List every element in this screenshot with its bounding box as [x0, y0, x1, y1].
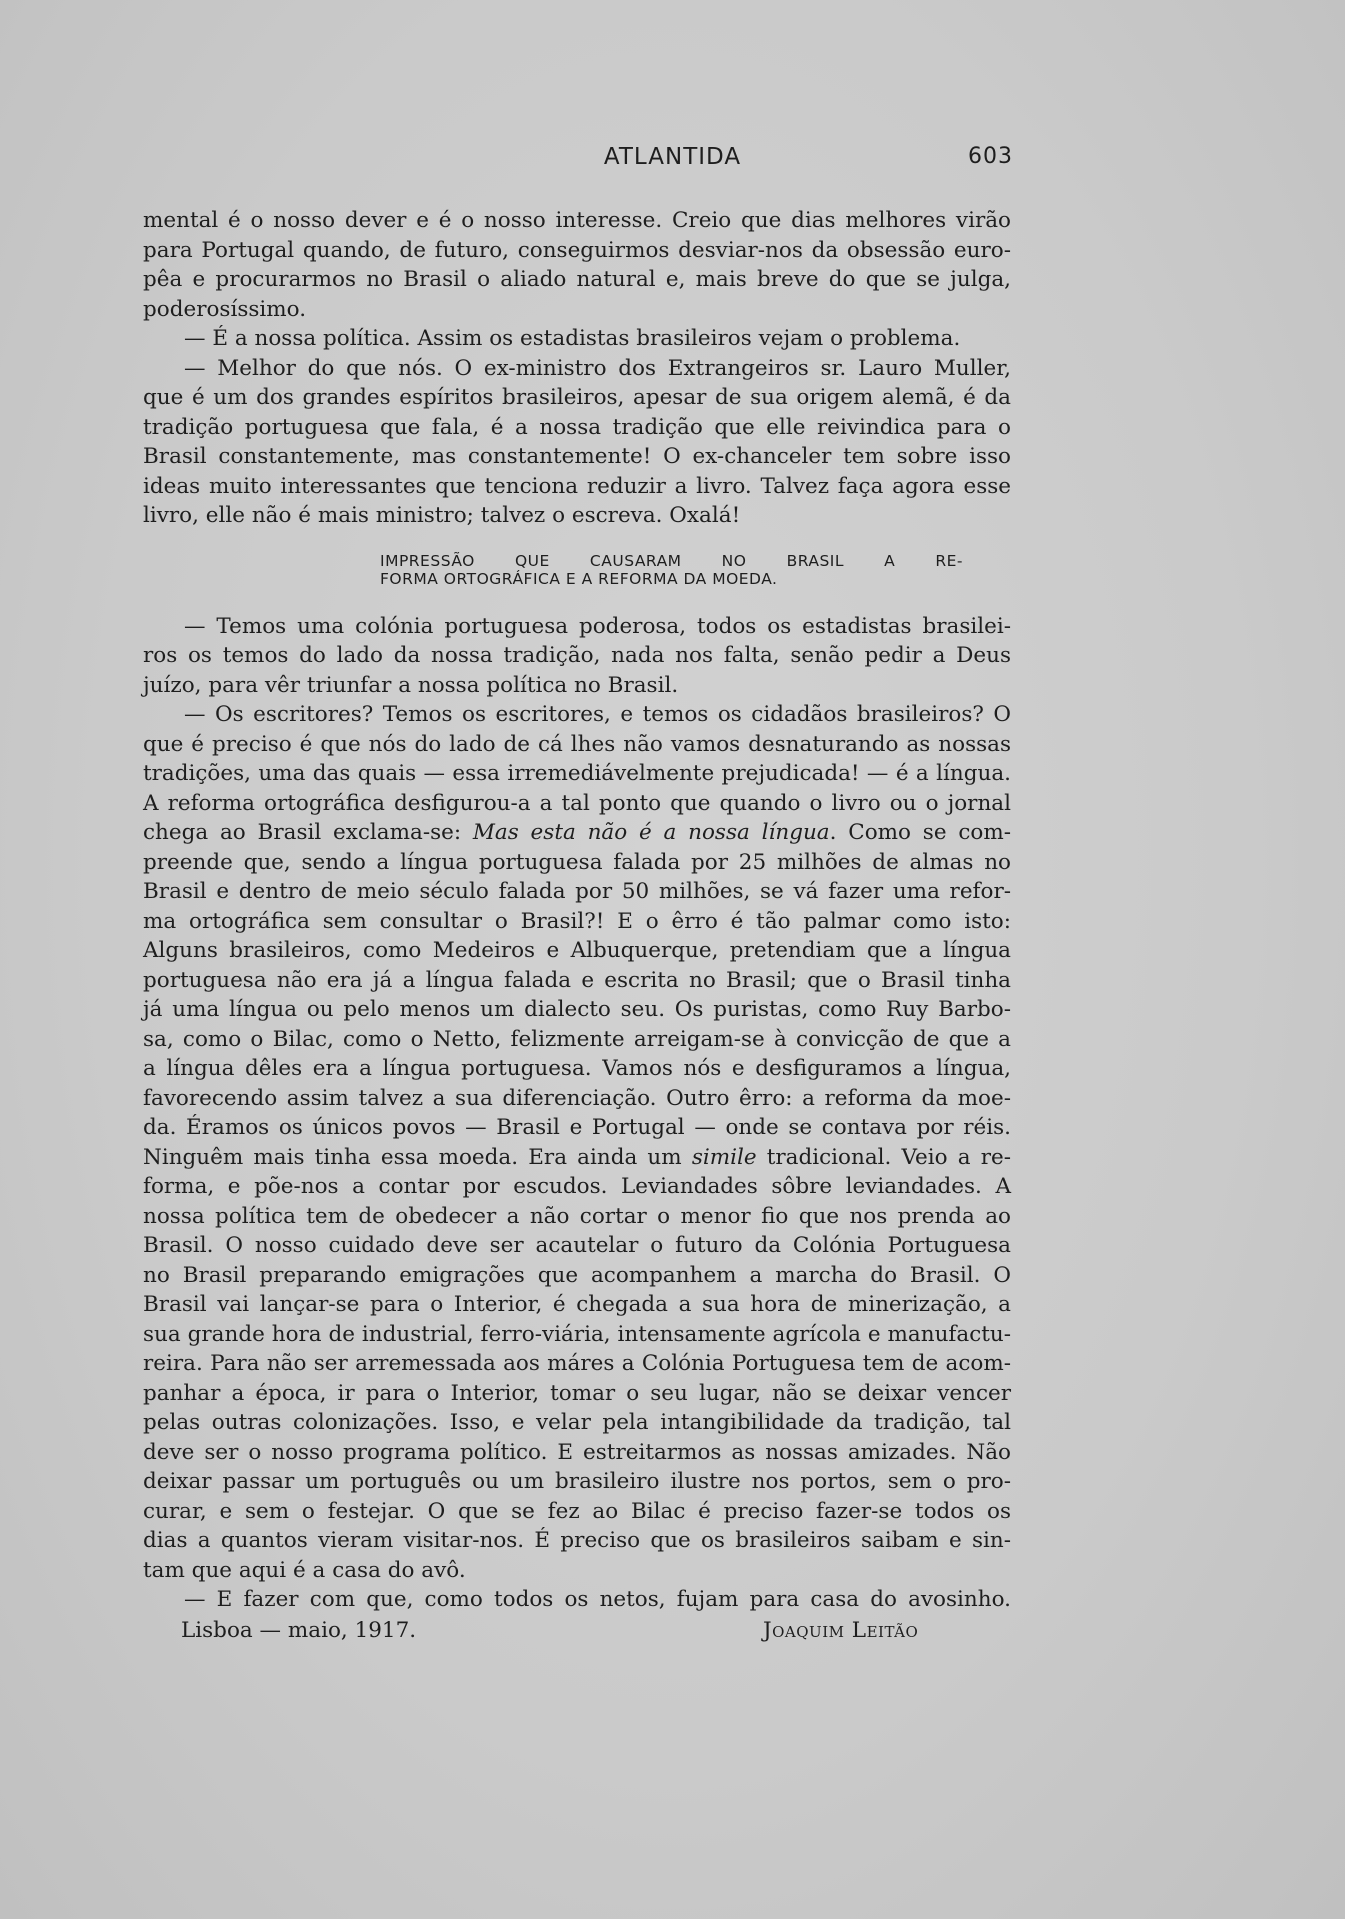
italic-quote: Mas esta não é a nossa língua [472, 820, 830, 845]
text-line: — Melhor do que nós. O ex-ministro dos Extrangeiros sr. Lauro Muller, [184, 355, 1011, 381]
heading-line: IMPRESSÃO QUE CAUSARAM NO BRASIL A RE- [380, 551, 963, 570]
text-line: no Brasil preparando emigrações que acompanhem a marcha do Brasil. O [143, 1262, 1011, 1288]
text-line: Brasil e dentro de meio século falada por 50 milhões, se vá fazer uma refor- [143, 879, 1011, 904]
text-line: deixar passar um português ou um brasileiro ilustre nos portos, sem o pro- [143, 1469, 1011, 1494]
text-line: juízo, para vêr triunfar a nossa política no Brasil. [143, 672, 679, 698]
author-signature: Joaquim Leitão [763, 1617, 919, 1643]
text-line: dias a quantos vieram visitar-nos. É preciso que os brasileiros saibam e sin- [143, 1528, 1011, 1553]
text-line: da. Éramos os únicos povos — Brasil e Portugal — onde se contava por réis. [143, 1115, 1011, 1140]
text-line: ideas muito interessantes que tenciona reduzir a livro. Talvez faça agora esse [143, 473, 1011, 499]
text-line: tradições, uma das quais — essa irremediávelmente prejudicada! — é a língua. [143, 761, 1011, 786]
text-line: reira. Para não ser arremessada aos máres a Colónia Portuguesa tem de acom- [143, 1351, 1011, 1376]
paragraph-4 [143, 612, 1011, 701]
text-line: deve ser o nosso programa político. E estreitarmos as nossas amizades. Não [143, 1439, 1011, 1465]
text-run: Ninguêm mais tinha essa moeda. Era ainda um [143, 1144, 692, 1170]
text-line: já uma língua ou pelo menos um dialecto seu. Os puristas, como Ruy Barbo- [143, 997, 1011, 1022]
text-line: livro, elle não é mais ministro; talvez o escreva. Oxalá! [143, 503, 741, 528]
signature-line [143, 1615, 1011, 1647]
text-line: forma, e põe-nos a contar por escudos. Leviandades sôbre leviandades. A [143, 1174, 1011, 1199]
section-heading [143, 552, 963, 588]
text-line: pelas outras colonizações. Isso, e velar pela intangibilidade da tradição, tal [143, 1410, 1011, 1435]
text-line: preende que, sendo a língua portuguesa falada por 25 milhões de almas no [143, 849, 1011, 875]
heading-line: FORMA ORTOGRÁFICA E A REFORMA DA MOEDA. [380, 569, 778, 588]
text-line: A reforma ortográfica desfigurou-a a tal ponto que quando o livro ou o jornal [143, 790, 1011, 816]
text-line: pêa e procurarmos no Brasil o aliado natural e, mais breve do que se julga, [143, 267, 1011, 292]
text-line: panhar a época, ir para o Interior, tomar o seu lugar, não se deixar vencer [143, 1380, 1011, 1406]
text-line: tam que aqui é a casa do avô. [143, 1557, 466, 1583]
text-line: que é um dos grandes espíritos brasileiros, apesar de sua origem alemã, é da [143, 385, 1011, 410]
text-line: curar, e sem o festejar. O que se fez ao Bilac é preciso fazer-se todos os [143, 1498, 1011, 1524]
text-run: chega ao Brasil exclama-se: [143, 820, 473, 845]
italic-word: simile [691, 1144, 757, 1170]
text-line: Brasil. O nosso cuidado deve ser acautelar o futuro da Colónia Portuguesa [143, 1233, 1011, 1258]
text-line: ros os temos do lado da nossa tradição, nada nos falta, senão pedir a Deus [143, 643, 1011, 668]
text-line: a língua dêles era a língua portuguesa. Vamos nós e desfiguramos a língua, [143, 1056, 1011, 1081]
text-run: tradicional. Veio a re- [756, 1144, 1011, 1170]
text-line: para Portugal quando, de futuro, conseguirmos desviar-nos da obsessão euro- [143, 237, 1011, 263]
text-line: Brasil constantemente, mas constantemente! O ex-chanceler tem sobre isso [143, 444, 1011, 469]
text-line: — E fazer com que, como todos os netos, fujam para casa do avosinho. [184, 1587, 1011, 1612]
paragraph-2 [143, 324, 1011, 354]
text-line: — É a nossa política. Assim os estadistas brasileiros vejam o problema. [184, 326, 961, 351]
text-line: sa, como o Bilac, como o Netto, felizmente arreigam-se à convicção de que a [143, 1026, 1011, 1052]
text-line [143, 1143, 1011, 1173]
text-line: Alguns brasileiros, como Medeiros e Albuquerque, pretendiam que a língua [143, 938, 1011, 963]
text-line: ma ortográfica sem consultar o Brasil?! E o êrro é tão palmar como isto: [143, 908, 1011, 934]
paragraph-1 [143, 206, 1011, 324]
running-title: ATLANTIDA [603, 144, 742, 170]
running-head [0, 144, 1345, 174]
text-line: — Os escritores? Temos os escritores, e temos os cidadãos brasileiros? O [184, 702, 1011, 727]
text-line: mental é o nosso dever e é o nosso interesse. Creio que dias melhores virão [143, 208, 1011, 233]
page-number: 603 [968, 144, 1013, 169]
text-line: que é preciso é que nós do lado de cá lhes não vamos desnaturando as nossas [143, 731, 1011, 757]
text-line: poderosíssimo. [143, 296, 307, 322]
body-text [143, 206, 1011, 1647]
text-line: Brasil vai lançar-se para o Interior, é chegada a sua hora de minerização, a [143, 1292, 1011, 1317]
text-line: nossa política tem de obedecer a não cortar o menor fio que nos prenda ao [143, 1203, 1011, 1229]
text-line: — Temos uma colónia portuguesa poderosa, todos os estadistas brasilei- [184, 613, 1011, 639]
paragraph-5 [143, 700, 1011, 1585]
paragraph-3 [143, 354, 1011, 531]
text-line: portuguesa não era já a língua falada e escrita no Brasil; que o Brasil tinha [143, 967, 1011, 993]
text-line: sua grande hora de industrial, ferro-viária, intensamente agrícola e manufactu- [143, 1321, 1011, 1347]
text-run: . Como se com- [829, 820, 1011, 845]
paragraph-6 [143, 1585, 1011, 1615]
text-line: tradição portuguesa que fala, é a nossa tradição que elle reivindica para o [143, 414, 1011, 440]
text-line [143, 818, 1011, 848]
place-date: Lisboa — maio, 1917. [181, 1617, 417, 1643]
text-line: favorecendo assim talvez a sua diferenciação. Outro êrro: a reforma da moe- [143, 1085, 1011, 1111]
